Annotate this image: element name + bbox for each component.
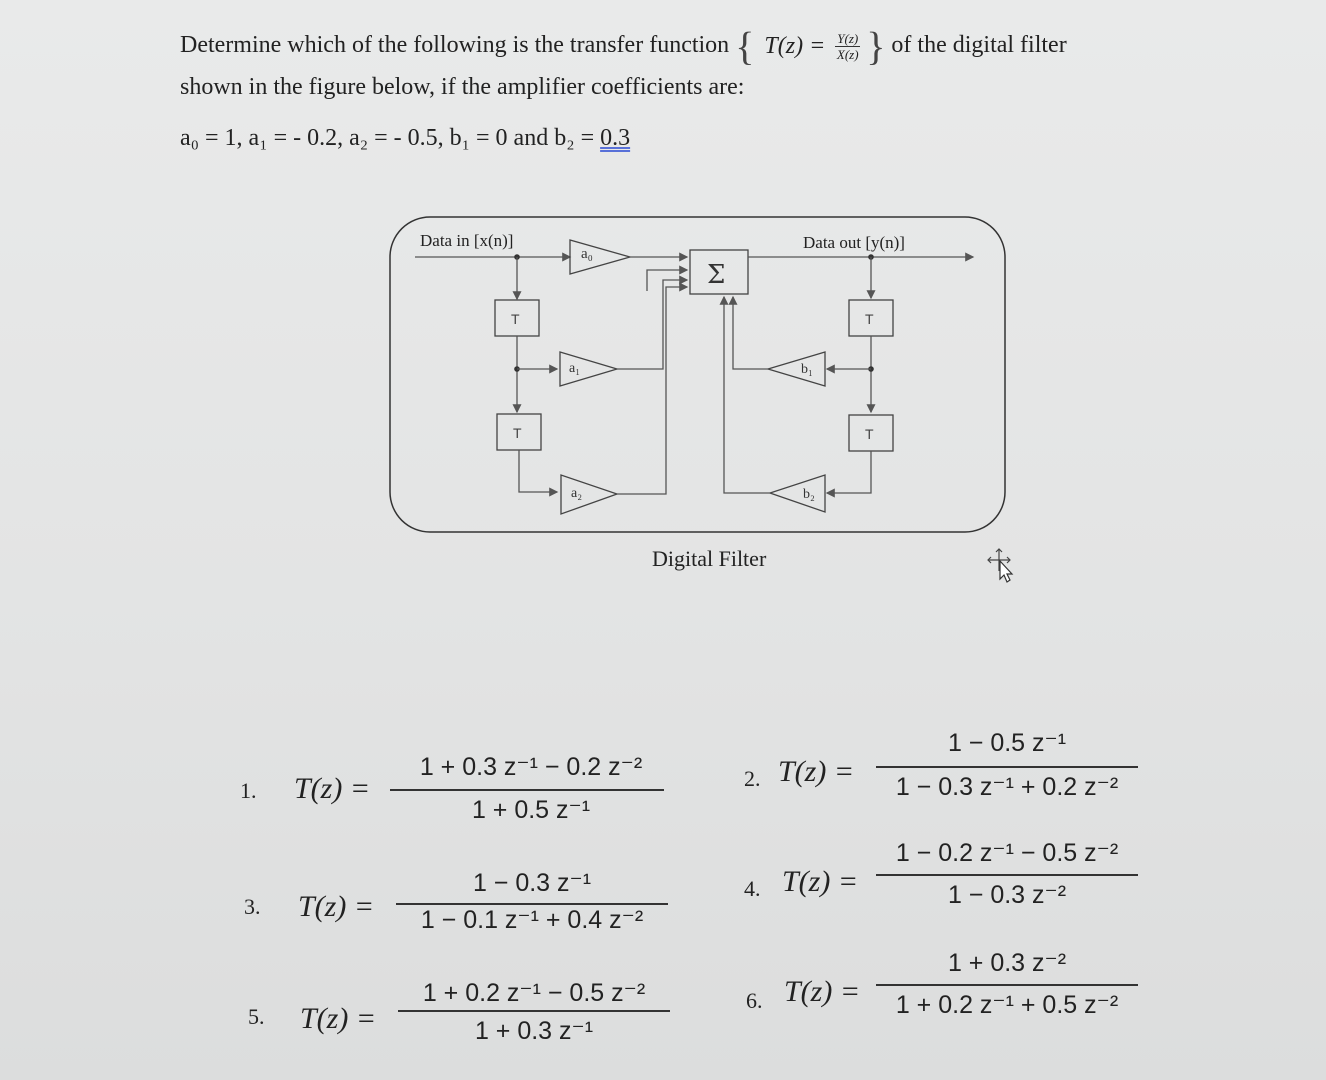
- option-4-lhs: T(z) =: [782, 865, 859, 898]
- option-3-denominator: 1 − 0.1 z⁻¹ + 0.4 z⁻²: [420, 906, 644, 934]
- delay-right-2-label: T: [865, 426, 874, 442]
- option-3-numerator: 1 − 0.3 z⁻¹: [472, 869, 592, 897]
- data-in-label: Data in [x(n)]: [420, 231, 514, 250]
- delay-right-1-label: T: [865, 311, 874, 327]
- option-5-number: 5.: [248, 1004, 265, 1029]
- option-4-number: 4.: [744, 876, 761, 901]
- amplifier-a0: [570, 240, 630, 274]
- option-1-lhs: T(z) =: [294, 772, 371, 805]
- question-line-2: shown in the figure below, if the amplifier coefficients are:: [180, 74, 745, 100]
- amplifier-b2: [770, 475, 825, 512]
- diagram-caption: Digital Filter: [652, 546, 767, 571]
- option-6-lhs: T(z) =: [784, 975, 861, 1008]
- question-intro: Determine which of the following is the transfer function: [180, 32, 730, 58]
- option-3-lhs: T(z) =: [298, 890, 375, 923]
- coefficient-b2-value: 0.3: [600, 125, 631, 151]
- option-3-number: 3.: [244, 894, 261, 919]
- question-intro-end: of the digital filter: [891, 32, 1067, 58]
- tf-denominator: X(z): [836, 46, 859, 62]
- option-2-denominator: 1 − 0.3 z⁻¹ + 0.2 z⁻²: [895, 773, 1119, 801]
- data-out-label: Data out [y(n)]: [803, 233, 905, 252]
- amplifier-a2-label: a₂: [571, 486, 583, 501]
- option-5-denominator: 1 + 0.3 z⁻¹: [474, 1017, 594, 1045]
- option-5-lhs: T(z) =: [300, 1002, 377, 1035]
- option-2-lhs: T(z) =: [778, 755, 855, 788]
- coefficients-text: a₀ = 1, a₁ = - 0.2, a₂ = - 0.5, b₁ = 0 and b₂ =: [180, 125, 601, 151]
- option-6-denominator: 1 + 0.2 z⁻¹ + 0.5 z⁻²: [895, 991, 1119, 1019]
- delay-left-1-label: T: [511, 311, 520, 327]
- digital-filter-diagram: [385, 212, 1010, 537]
- option-5-numerator: 1 + 0.2 z⁻¹ − 0.5 z⁻²: [422, 979, 646, 1007]
- option-2-numerator: 1 − 0.5 z⁻¹: [947, 729, 1067, 757]
- amplifier-a2: [561, 475, 617, 514]
- filter-frame: [390, 217, 1005, 532]
- option-4-denominator: 1 − 0.3 z⁻²: [947, 881, 1067, 909]
- amplifier-b2-label: b₂: [803, 487, 815, 502]
- option-6-number: 6.: [746, 988, 763, 1013]
- coefficients-line: [180, 123, 630, 153]
- option-1-number: 1.: [240, 778, 257, 803]
- move-cursor-icon: [984, 547, 1016, 583]
- option-1-denominator: 1 + 0.5 z⁻¹: [471, 796, 591, 824]
- option-1-numerator: 1 + 0.3 z⁻¹ − 0.2 z⁻²: [419, 753, 643, 781]
- amplifier-b1: [768, 352, 825, 386]
- option-2-number: 2.: [744, 766, 761, 791]
- amplifier-a0-label: a₀: [581, 246, 593, 262]
- tf-numerator: Y(z): [837, 30, 859, 46]
- transfer-function-fraction: [835, 31, 860, 62]
- amplifier-b1-label: b₁: [801, 362, 813, 377]
- amplifier-a1-label: a₁: [569, 361, 581, 376]
- transfer-function-lhs: T(z) =: [764, 33, 826, 60]
- option-6-numerator: 1 + 0.3 z⁻²: [947, 949, 1067, 977]
- delay-left-2-label: T: [513, 425, 522, 441]
- summation-symbol: Σ: [707, 260, 726, 290]
- option-4-numerator: 1 − 0.2 z⁻¹ − 0.5 z⁻²: [895, 839, 1119, 867]
- question-line-1: Determine which of the following is the transfer function { T(z) = $\frac{Y(z)}{X(z)}$ } of the digital filter: [180, 23, 1067, 69]
